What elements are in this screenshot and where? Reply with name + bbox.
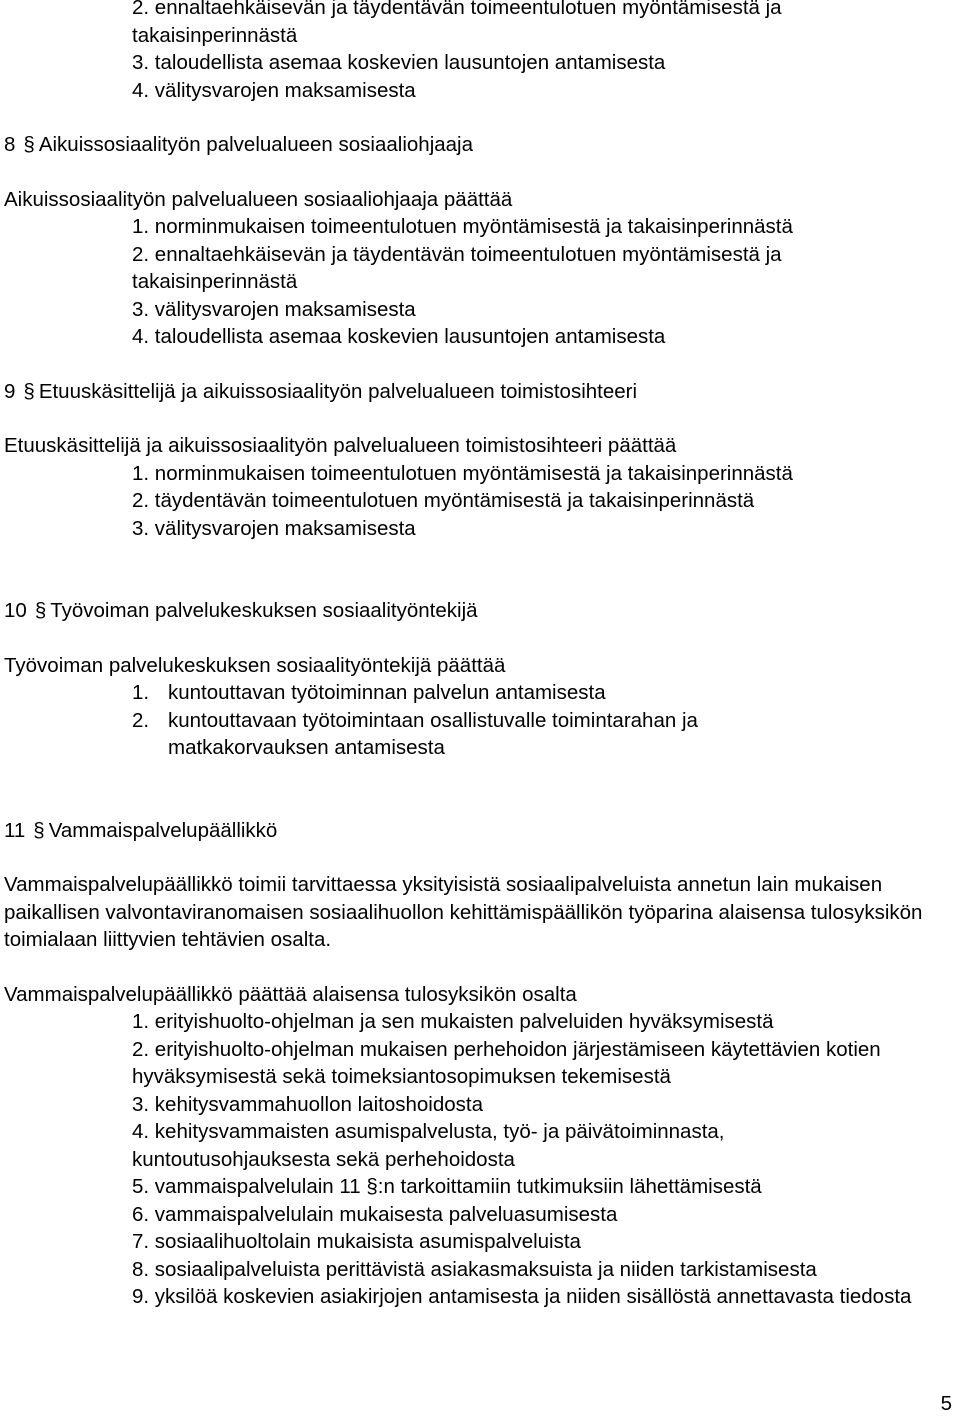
list-item: 7. sosiaalihuoltolain mukaisista asumispalveluista <box>132 1230 581 1253</box>
section-heading-10 <box>4 597 954 625</box>
list-item <box>4 707 792 762</box>
list-item: 3. kehitysvammahuollon laitoshoidosta <box>132 1092 483 1116</box>
list-item: 9. yksilöä koskevien asiakirjojen antamisesta ja niiden sisällöstä annettavasta tiedosta <box>132 1285 912 1308</box>
list-item: 4. kehitysvammaisten asumispalvelusta, työ- ja päivätoiminnasta, kuntoutusohjauksesta sekä perhehoidosta <box>132 1120 725 1171</box>
section-8-list <box>4 213 954 351</box>
page-number: 5 <box>940 1391 952 1415</box>
list-item: 2. erityishuolto-ohjelman mukaisen perhehoidon järjestämiseen käytettävien kotien hyväksymisestä sekä toimeksiantosopimuksen tekemisestä <box>132 1037 881 1088</box>
list-item: 3. välitysvarojen maksamisesta <box>132 516 416 540</box>
list-item: 1. norminmukaisen toimeentulotuen myöntämisestä ja takaisinperinnästä <box>132 215 793 238</box>
section-number: 10 <box>4 599 27 622</box>
section-number: 11 <box>4 818 26 842</box>
list-item: 2. ennaltaehkäisevän ja täydentävän toimeentulotuen myöntämisestä ja takaisinperinnästä <box>132 242 782 293</box>
section-heading-8 <box>4 131 954 159</box>
section-heading-11 <box>4 817 954 845</box>
section-sign: § <box>34 599 47 622</box>
list-item: 3. taloudellista asemaa koskevien lausuntojen antamisesta <box>132 51 666 74</box>
section-title: Aikuissosiaalityön palvelualueen sosiaaliohjaaja <box>38 133 474 156</box>
list-item-number: 2. <box>132 708 150 732</box>
list-item <box>4 679 954 707</box>
list-item-text: kuntouttavaan työtoimintaan osallistuvalle toimintarahan ja matkakorvauksen antamisesta <box>168 708 698 759</box>
section-description: Vammaispalvelupäällikkö toimii tarvittaessa yksityisistä sosiaalipalveluista annetun lain mukaisen paikallisen valvontaviranomaisen sosiaalihuollon kehittämispäällikön työparina alaisensa tulosyksikön toimialaan liittyvien tehtävien osalta. <box>4 873 923 951</box>
section-intro: Etuuskäsittelijä ja aikuissosiaalityön palvelualueen toimistosihteeri päättää <box>4 434 677 457</box>
section-number: 9 <box>4 379 16 403</box>
section-intro: Työvoiman palvelukeskuksen sosiaalityöntekijä päättää <box>4 653 506 677</box>
section-title: Työvoiman palvelukeskuksen sosiaalityöntekijä <box>50 599 478 622</box>
section-10-list <box>4 679 954 762</box>
section-9-list <box>4 460 954 543</box>
list-item: 6. vammaispalvelulain mukaisesta palveluasumisesta <box>132 1202 618 1226</box>
list-item: 2. ennaltaehkäisevän ja täydentävän toimeentulotuen myöntämisestä ja takaisinperinnästä <box>132 0 782 47</box>
list-item: 3. välitysvarojen maksamisesta <box>132 297 416 321</box>
list-item: 1. erityishuolto-ohjelman ja sen mukaisten palveluiden hyväksymisestä <box>132 1010 774 1033</box>
section-intro: Vammaispalvelupäällikkö päättää alaisensa tulosyksikön osalta <box>4 982 577 1006</box>
list-item: 4. välitysvarojen maksamisesta <box>132 78 416 102</box>
section-heading-9 <box>4 378 954 406</box>
section-title: Etuuskäsittelijä ja aikuissosiaalityön palvelualueen toimistosihteeri <box>38 379 638 403</box>
section-intro: Aikuissosiaalityön palvelualueen sosiaaliohjaaja päättää <box>4 187 513 211</box>
list-item: 1. norminmukaisen toimeentulotuen myöntämisestä ja takaisinperinnästä <box>132 461 793 485</box>
top-list <box>4 0 954 104</box>
list-item: 4. taloudellista asemaa koskevien lausuntojen antamisesta <box>132 325 666 348</box>
section-11-list <box>4 1008 954 1311</box>
document-page <box>4 0 954 1311</box>
list-item-number: 1. <box>132 681 150 704</box>
section-sign: § <box>23 379 35 403</box>
list-item-text: kuntouttavan työtoiminnan palvelun antamisesta <box>168 681 606 704</box>
section-number: 8 <box>4 133 16 156</box>
section-title: Vammaispalvelupäällikkö <box>48 818 278 842</box>
list-item: 2. täydentävän toimeentulotuen myöntämisestä ja takaisinperinnästä <box>132 489 755 512</box>
list-item: 8. sosiaalipalveluista perittävistä asiakasmaksuista ja niiden tarkistamisesta <box>132 1257 817 1281</box>
section-sign: § <box>23 133 35 156</box>
list-item: 5. vammaispalvelulain 11 §:n tarkoittamiin tutkimuksiin lähettämisestä <box>132 1175 762 1198</box>
section-sign: § <box>33 818 45 842</box>
